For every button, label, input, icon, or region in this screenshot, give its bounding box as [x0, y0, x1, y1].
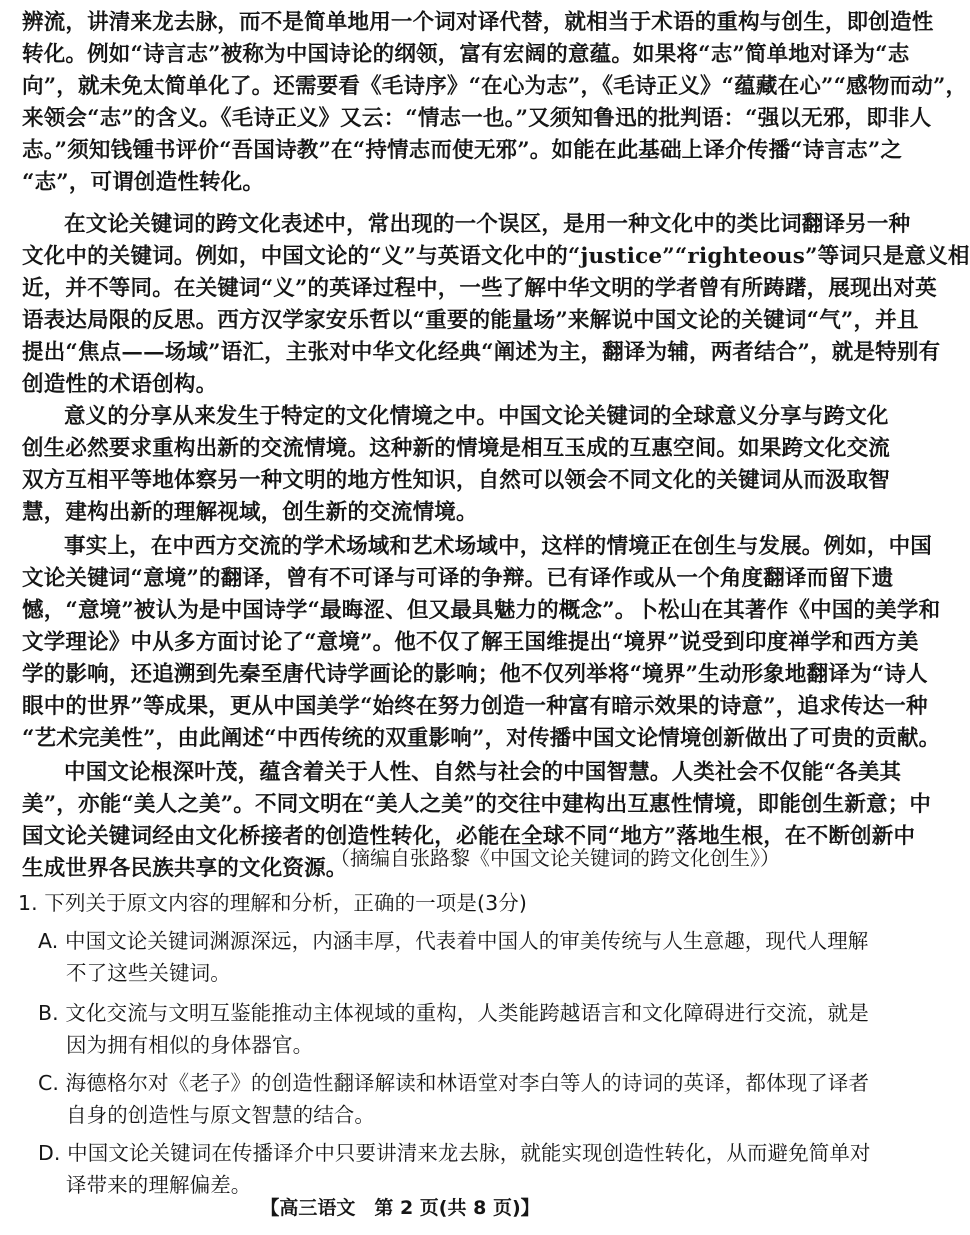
passage-line: 学的影响，还追溯到先秦至唐代诗学画论的影响；他不仅列举将“境界”生动形象地翻译为“诗人 [22, 662, 928, 687]
passage-line: 近，并不等同。在关键词“义”的英译过程中，一些了解中华文明的学者曾有所踌躇，展现出对英 [22, 276, 937, 301]
passage-line: 文论关键词“意境”的翻译，曾有不可译与可译的争辩。已有译作或从一个角度翻译而留下遗 [22, 566, 894, 591]
passage-line: 憾，“意境”被认为是中国诗学“最晦涩、但又最具魅力的概念”。卜松山在其著作《中国的美学和 [22, 598, 941, 623]
passage-line: 中国文论根深叶茂，蕴含着关于人性、自然与社会的中国智慧。人类社会不仅能“各美其 [64, 760, 902, 785]
passage-line: 志。”须知钱锺书评价“吾国诗教”在“持情志而使无邪”。如能在此基础上译介传播“诗言志”之 [22, 138, 903, 163]
passage-line: 创生必然要求重构出新的交流情境。这种新的情境是相互玉成的互惠空间。如果跨文化交流 [22, 436, 891, 461]
passage-line: 语表达局限的反思。西方汉学家安乐哲以“重要的能量场”来解说中国文论的关键词“气”，并且 [22, 308, 919, 333]
passage-line: 意义的分享从来发生于特定的文化情境之中。中国文论关键词的全球意义分享与跨文化 [64, 404, 889, 429]
passage-line: “志”，可谓创造性转化。 [22, 170, 265, 195]
passage-line: 眼中的世界”等成果，更从中国美学“始终在努力创造一种富有暗示效果的诗意”，追求传达一种 [22, 694, 928, 719]
passage-line: 双方互相平等地体察另一种文明的地方性知识，自然可以领会不同文化的关键词从而汲取智 [22, 468, 891, 493]
passage-line: 在文论关键词的跨文化表述中，常出现的一个误区，是用一种文化中的类比词翻译另一种 [64, 212, 911, 237]
passage-line: 来领会“志”的含义。《毛诗正义》又云：“情志一也。”又须知鲁迅的批判语：“强以无邪，即非人 [22, 106, 932, 131]
option-line: B. 文化交流与文明互鉴能推动主体视域的重构，人类能跨越语言和文化障碍进行交流，就是 [38, 1001, 869, 1025]
passage-line: 生成世界各民族共享的文化资源。 [22, 856, 348, 881]
question-stem: 1. 下列关于原文内容的理解和分析，正确的一项是(3分) [18, 891, 527, 915]
page-footer: 【高三语文 第 2 页(共 8 页)】 [260, 1197, 540, 1219]
passage-line: 提出“焦点——场域”语汇，主张对中华文化经典“阐述为主，翻译为辅，两者结合”，就是特别有 [22, 340, 941, 365]
option-line: D. 中国文论关键词在传播译介中只要讲清来龙去脉，就能实现创造性转化，从而避免简单对 [38, 1141, 871, 1165]
option-line: C. 海德格尔对《老子》的创造性翻译解读和林语堂对李白等人的诗词的英译，都体现了译者 [38, 1071, 870, 1095]
passage-line: 创造性的术语创构。 [22, 372, 218, 397]
passage-line: 国文论关键词经由文化桥接者的创造性转化，必能在全球不同“地方”落地生根，在不断创新中 [22, 824, 916, 849]
passage-line: 文化中的关键词。例如，中国文论的“义”与英语文化中的“justice”“righteous”等词只是意义相 [22, 244, 970, 269]
option-line: A. 中国文论关键词渊源深远，内涵丰厚，代表着中国人的审美传统与人生意趣，现代人理解 [38, 929, 869, 953]
option-line-continued: 译带来的理解偏差。 [66, 1173, 252, 1197]
passage-line: 慧，建构出新的理解视域，创生新的交流情境。 [22, 500, 478, 525]
passage-source: （摘编自张路黎《中国文论关键词的跨文化创生》） [330, 846, 780, 870]
passage-line: 文学理论》中从多方面讨论了“意境”。他不仅了解王国维提出“境界”说受到印度禅学和西方美 [22, 630, 919, 655]
passage-line: “艺术完美性”，由此阐述“中西传统的双重影响”，对传播中国文论情境创新做出了可贵的贡献。 [22, 726, 941, 751]
passage-line: 向”，就未免太简单化了。还需要看《毛诗序》“在心为志”，《毛诗正义》“蕴藏在心”“感物而动”， [22, 74, 968, 99]
passage-line: 事实上，在中西方交流的学术场域和艺术场域中，这样的情境正在创生与发展。例如，中国 [64, 534, 933, 559]
passage-line: 辨流，讲清来龙去脉，而不是简单地用一个词对译代替，就相当于术语的重构与创生，即创造性 [22, 10, 934, 35]
passage-line: 美”，亦能“美人之美”。不同文明在“美人之美”的交往中建构出互惠性情境，即能创生新意；中 [22, 792, 932, 817]
option-line-continued: 不了这些关键词。 [66, 961, 231, 985]
option-line-continued: 自身的创造性与原文智慧的结合。 [66, 1103, 375, 1127]
passage-line: 转化。例如“诗言志”被称为中国诗论的纲领，富有宏阔的意蕴。如果将“志”简单地对译为“志 [22, 42, 910, 67]
option-line-continued: 因为拥有相似的身体器官。 [66, 1033, 314, 1057]
